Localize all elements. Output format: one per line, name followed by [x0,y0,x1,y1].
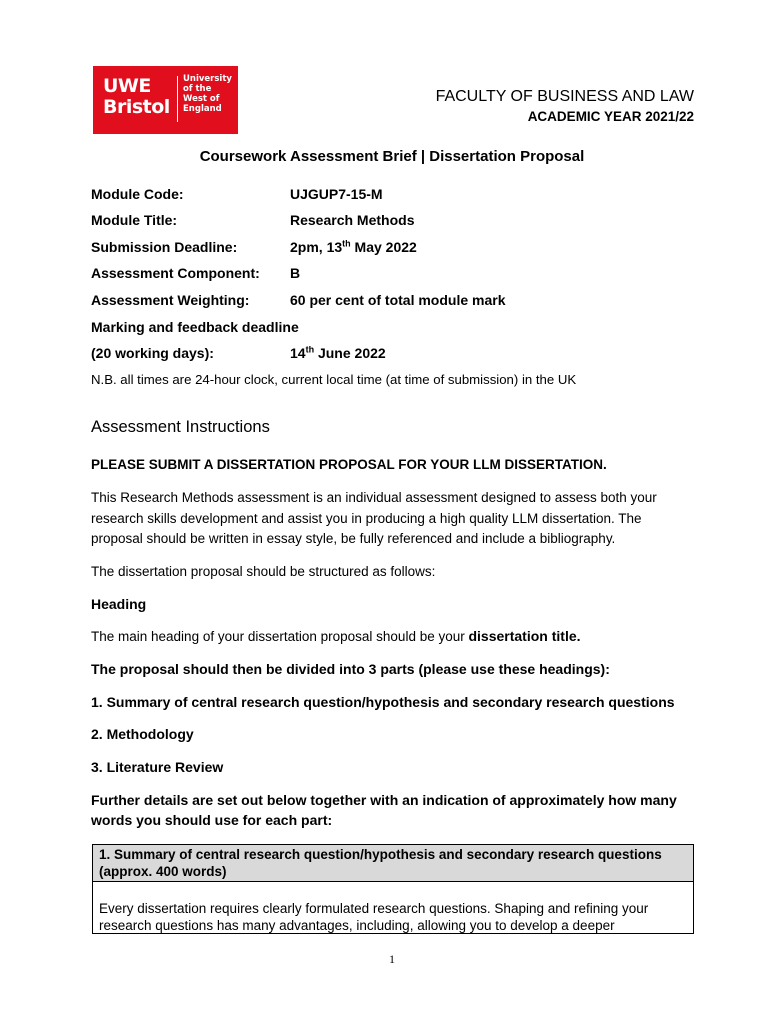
marking-day: 14 [290,345,306,361]
logo-subtext [183,74,232,114]
part-1-table-header [93,845,693,882]
deadline-value [290,238,417,256]
part-2-heading: 2. Methodology [91,726,194,742]
time-note: N.B. all times are 24-hour clock, current local time (at time of submission) in the UK [91,372,577,387]
marking-suffix: th [305,344,315,355]
dissertation-title-emphasis: dissertation title. [468,628,581,644]
part-1-table-title: 1. Summary of central research question/hypothesis and secondary research questions [99,847,662,862]
logo-wordmark-line: UWE [103,75,151,97]
heading-subheading: Heading [91,596,147,612]
intro-paragraph: This Research Methods assessment is an individual assessment designed to assess both your research skills development and assist you in producing a high quality LLM dissertation. The proposal should be written in essay style, be fully referenced and include a bibliography. [91,490,657,546]
uwe-bristol-logo [93,66,238,134]
logo-subtext-line: University [183,74,232,84]
deadline-day: 2pm, 13 [290,239,343,255]
deadline-month: May 2022 [350,239,417,255]
deadline-label: Submission Deadline: [91,239,238,255]
part-3-heading: 3. Literature Review [91,759,224,775]
module-title-label: Module Title: [91,212,178,228]
further-details-line1: Further details are set out below together with an indication of approximately how many [91,792,677,808]
logo-subtext-line: West of [183,94,220,104]
module-code-label: Module Code: [91,186,184,202]
marking-value [290,344,386,362]
marking-label-line1: Marking and feedback deadline [91,319,299,335]
module-code-value: UJGUP7-15-M [290,186,383,202]
part-1-body-line: research questions has many advantages, including, allowing you to develop a deeper [99,918,615,933]
logo-divider [177,76,178,122]
page-number: 1 [389,952,395,966]
divided-instruction: The proposal should then be divided into 3 parts (please use these headings): [91,661,610,677]
brief-title: Coursework Assessment Brief | Dissertation Proposal [199,148,585,165]
faculty-name: FACULTY OF BUSINESS AND LAW [435,88,694,105]
part-1-heading: 1. Summary of central research question/hypothesis and secondary research questions [91,694,675,710]
weighting-value: 60 per cent of total module mark [290,292,506,308]
heading-paragraph [91,626,691,648]
component-value: B [290,265,301,281]
heading-paragraph-text: The main heading of your dissertation proposal should be your [91,629,469,644]
weighting-label: Assessment Weighting: [91,292,250,308]
marking-label-line2: (20 working days): [91,345,214,361]
part-1-body-line: Every dissertation requires clearly formulated research questions. Shaping and refining your [99,901,649,916]
logo-subtext-line: England [183,104,222,114]
part-1-table-body [99,900,687,934]
part-1-word-count: (approx. 400 words) [99,864,227,879]
deadline-suffix: th [342,238,351,249]
marking-month: June 2022 [314,345,386,361]
academic-year: ACADEMIC YEAR 2021/22 [527,109,694,124]
instructions-heading: Assessment Instructions [91,418,270,436]
component-label: Assessment Component: [91,265,260,281]
logo-wordmark [103,76,170,118]
logo-wordmark-line: Bristol [103,96,170,118]
part-1-table [92,844,694,934]
structure-paragraph: The dissertation proposal should be structured as follows: [91,564,436,579]
submit-instruction: PLEASE SUBMIT A DISSERTATION PROPOSAL FOR YOUR LLM DISSERTATION. [91,457,607,472]
further-details-line2: words you should use for each part: [91,812,333,828]
module-title-value: Research Methods [290,212,415,228]
logo-subtext-line: of the [183,84,212,94]
